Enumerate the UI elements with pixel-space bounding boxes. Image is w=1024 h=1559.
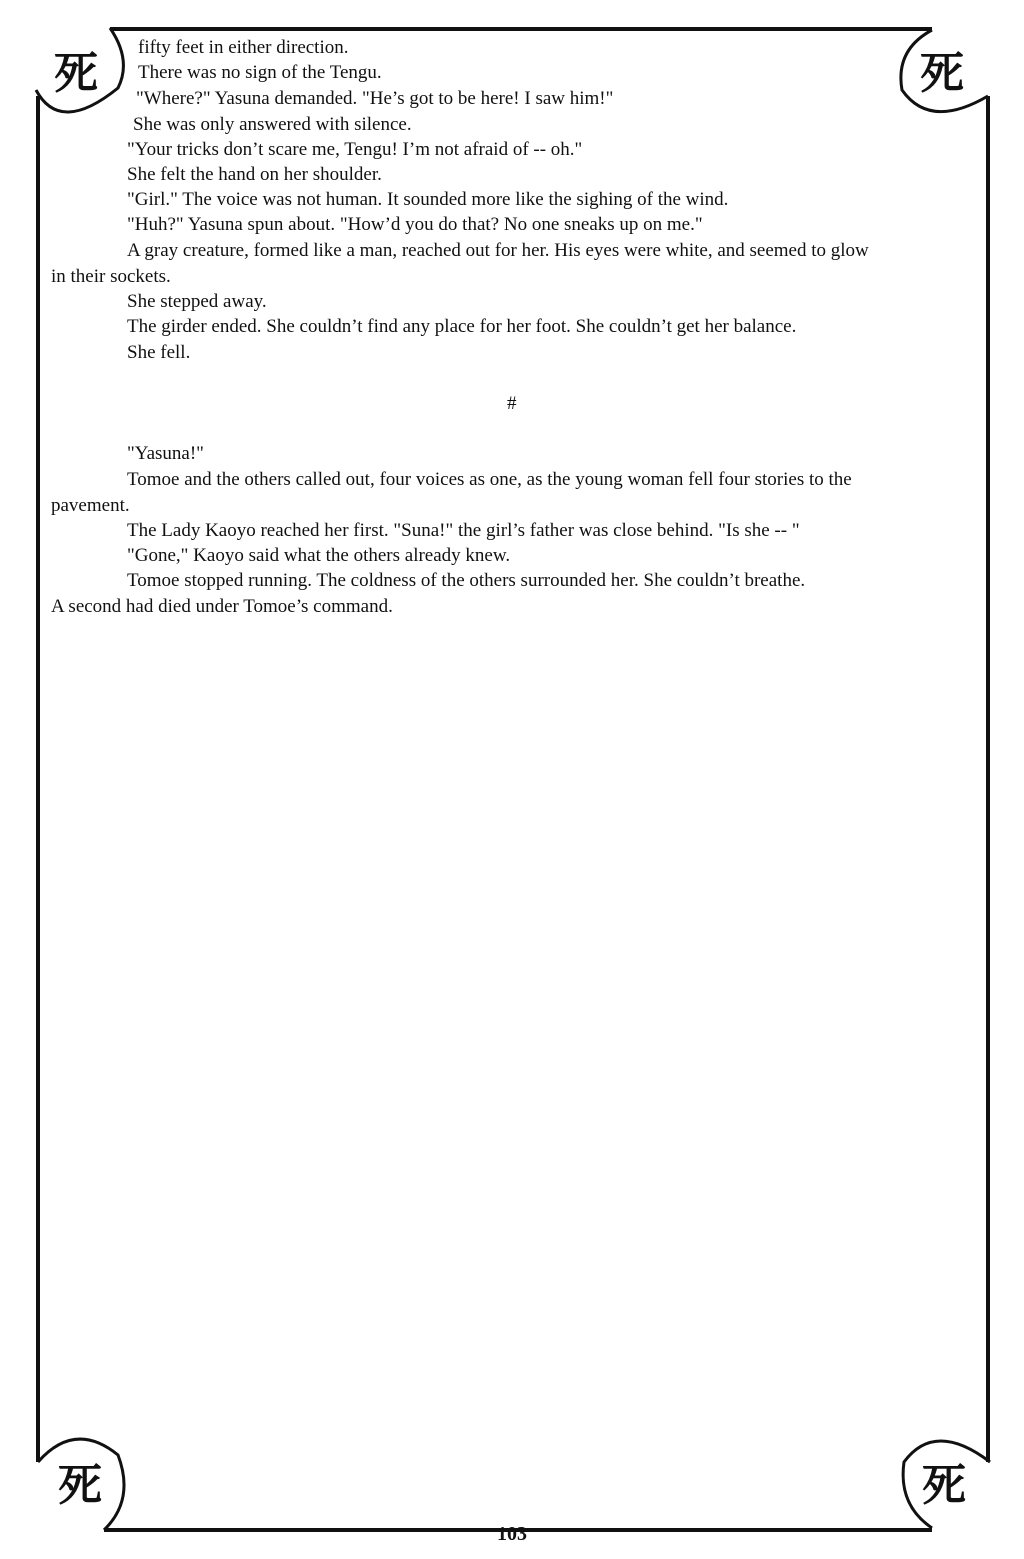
text-line: Tomoe stopped running. The coldness of the others surrounded her. She couldn’t breathe. xyxy=(127,570,806,591)
section-separator: # xyxy=(507,393,517,414)
page-number: 103 xyxy=(497,1523,527,1545)
text-line: "Girl." The voice was not human. It sounded more like the sighing of the wind. xyxy=(127,189,729,210)
text-line: in their sockets. xyxy=(51,266,171,287)
text-line: Tomoe and the others called out, four voices as one, as the young woman fell four stories to the xyxy=(127,469,852,490)
text-line: "Your tricks don’t scare me, Tengu! I’m not afraid of -- oh." xyxy=(127,139,583,160)
death-kanji-icon-top-left: 死 xyxy=(54,48,98,99)
death-kanji-icon-top-right: 死 xyxy=(920,48,964,99)
text-line: The Lady Kaoyo reached her first. "Suna!" the girl’s father was close behind. "Is she -- " xyxy=(127,520,800,541)
text-line: fifty feet in either direction. xyxy=(138,37,349,58)
text-line: "Yasuna!" xyxy=(127,443,204,464)
text-line: She stepped away. xyxy=(127,291,267,312)
text-line: She felt the hand on her shoulder. xyxy=(127,164,382,185)
death-kanji-icon-bottom-right: 死 xyxy=(922,1460,966,1511)
text-line: "Gone," Kaoyo said what the others already knew. xyxy=(127,545,511,566)
text-line: There was no sign of the Tengu. xyxy=(138,62,382,83)
text-line: She was only answered with silence. xyxy=(133,114,412,135)
text-line: She fell. xyxy=(127,342,191,363)
text-line: "Huh?" Yasuna spun about. "How’d you do that? No one sneaks up on me." xyxy=(127,214,703,235)
text-line: A gray creature, formed like a man, reached out for her. His eyes were white, and seemed to glow xyxy=(127,240,869,261)
text-line: pavement. xyxy=(51,495,130,516)
text-line: The girder ended. She couldn’t find any place for her foot. She couldn’t get her balance. xyxy=(127,316,797,337)
text-line: "Where?" Yasuna demanded. "He’s got to be here! I saw him!" xyxy=(136,88,614,109)
text-line: A second had died under Tomoe’s command. xyxy=(51,596,393,617)
death-kanji-icon-bottom-left: 死 xyxy=(58,1460,102,1511)
